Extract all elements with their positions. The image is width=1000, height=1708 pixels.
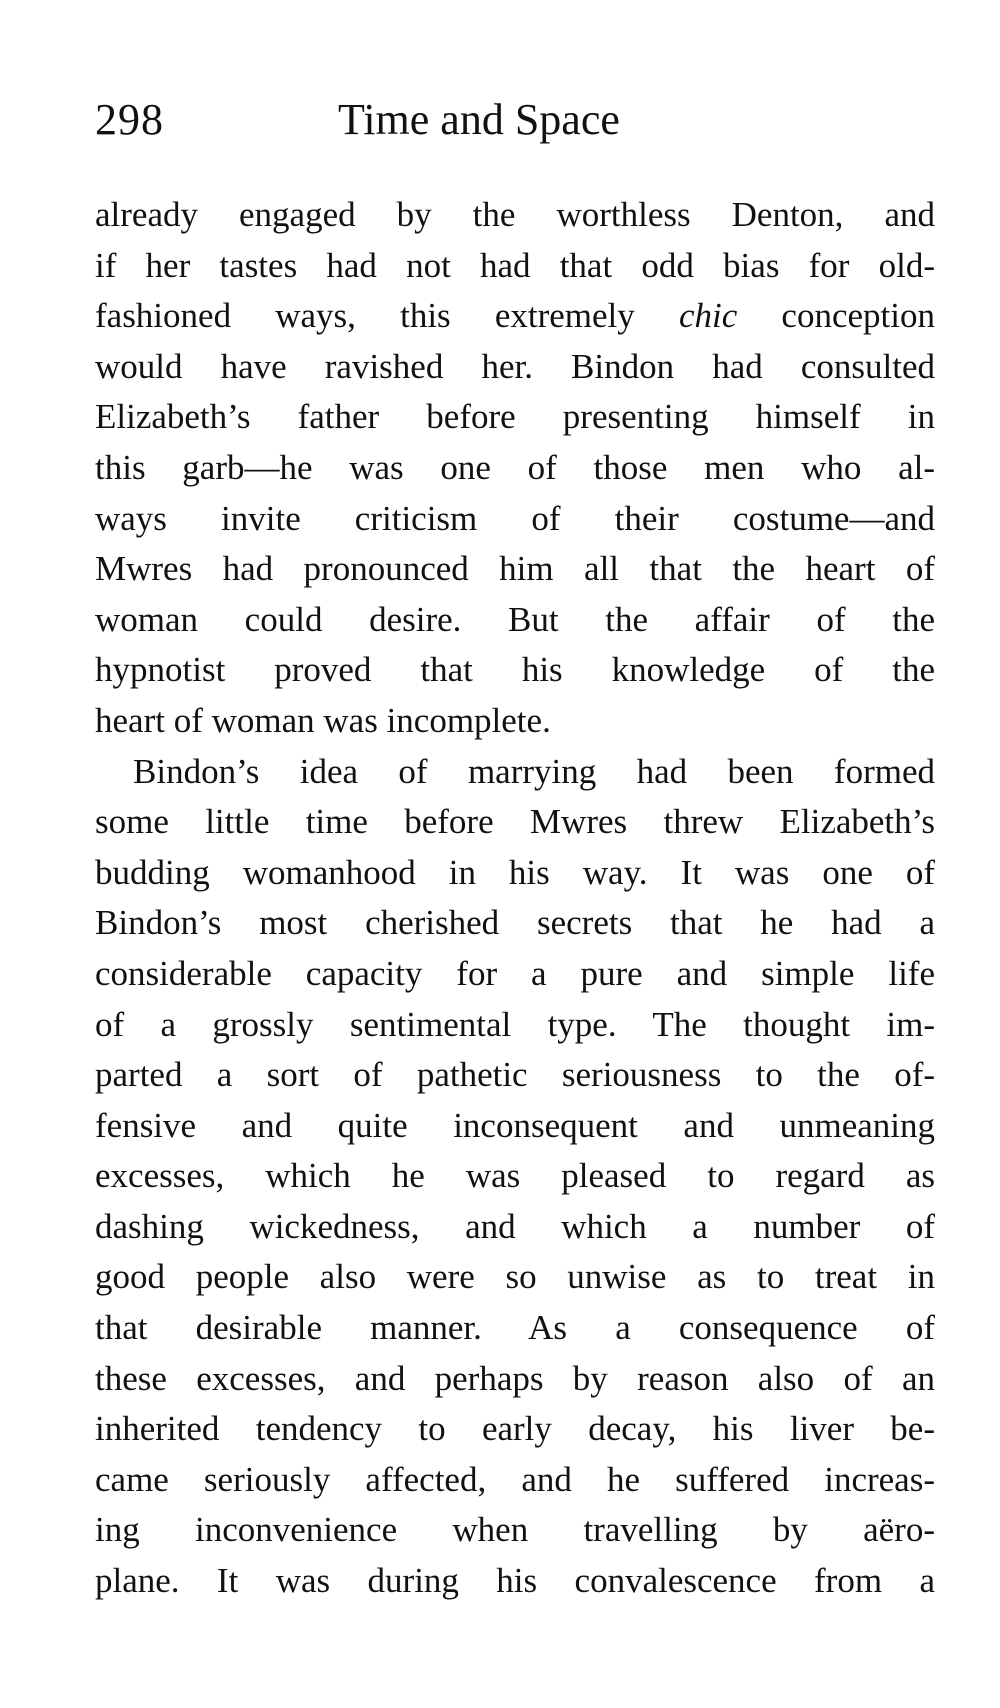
running-head	[95, 90, 935, 150]
text-line: woman could desire. But the affair of the	[95, 599, 935, 639]
text-line: hypnotist proved that his knowledge of the	[95, 650, 935, 690]
text-line-paragraph-start: Bindon’s idea of marrying had been formed	[133, 751, 935, 791]
text-line: of a grossly sentimental type. The thought im-	[95, 1004, 935, 1044]
text-line: fensive and quite inconsequent and unmeaning	[95, 1105, 935, 1145]
text-line: parted a sort of pathetic seriousness to the of-	[95, 1055, 935, 1095]
text-line: considerable capacity for a pure and simple life	[95, 953, 935, 993]
text-line: good people also were so unwise as to treat in	[95, 1257, 935, 1297]
text-line: inherited tendency to early decay, his liver be-	[95, 1409, 935, 1449]
text-line: heart of woman was incomplete.	[95, 700, 551, 740]
text-line: some little time before Mwres threw Elizabeth’s	[95, 802, 935, 842]
text-line: ways invite criticism of their costume—and	[95, 498, 935, 538]
text-line: that desirable manner. As a consequence of	[95, 1308, 935, 1348]
text-line: excesses, which he was pleased to regard as	[95, 1156, 935, 1196]
text-line: dashing wickedness, and which a number of	[95, 1206, 935, 1246]
text-line: ing inconvenience when travelling by aëro-	[95, 1510, 935, 1550]
text-line: would have ravished her. Bindon had consulted	[95, 346, 935, 386]
text-line: if her tastes had not had that odd bias for old-	[95, 245, 935, 285]
text-line: already engaged by the worthless Denton, and	[95, 195, 935, 234]
text-line: this garb—he was one of those men who al-	[95, 447, 935, 487]
body-text	[95, 190, 935, 1607]
text-line: Bindon’s most cherished secrets that he had a	[95, 903, 935, 943]
text-line-with-emphasis	[95, 291, 935, 342]
text-line: these excesses, and perhaps by reason also of an	[95, 1358, 935, 1398]
text-line: plane. It was during his convalescence from a	[95, 1561, 935, 1601]
text-line: budding womanhood in his way. It was one of	[95, 852, 935, 892]
page-number: 298	[95, 95, 164, 144]
italic-word: chic	[678, 296, 738, 336]
text-line: Elizabeth’s father before presenting himself in	[95, 397, 935, 437]
text-line: Mwres had pronounced him all that the heart of	[95, 549, 935, 589]
running-title: Time and Space	[338, 95, 620, 144]
text-line: came seriously affected, and he suffered increas-	[95, 1459, 935, 1499]
text-segment: conception	[737, 296, 935, 336]
text-segment: fashioned ways, this extremely	[95, 296, 679, 336]
